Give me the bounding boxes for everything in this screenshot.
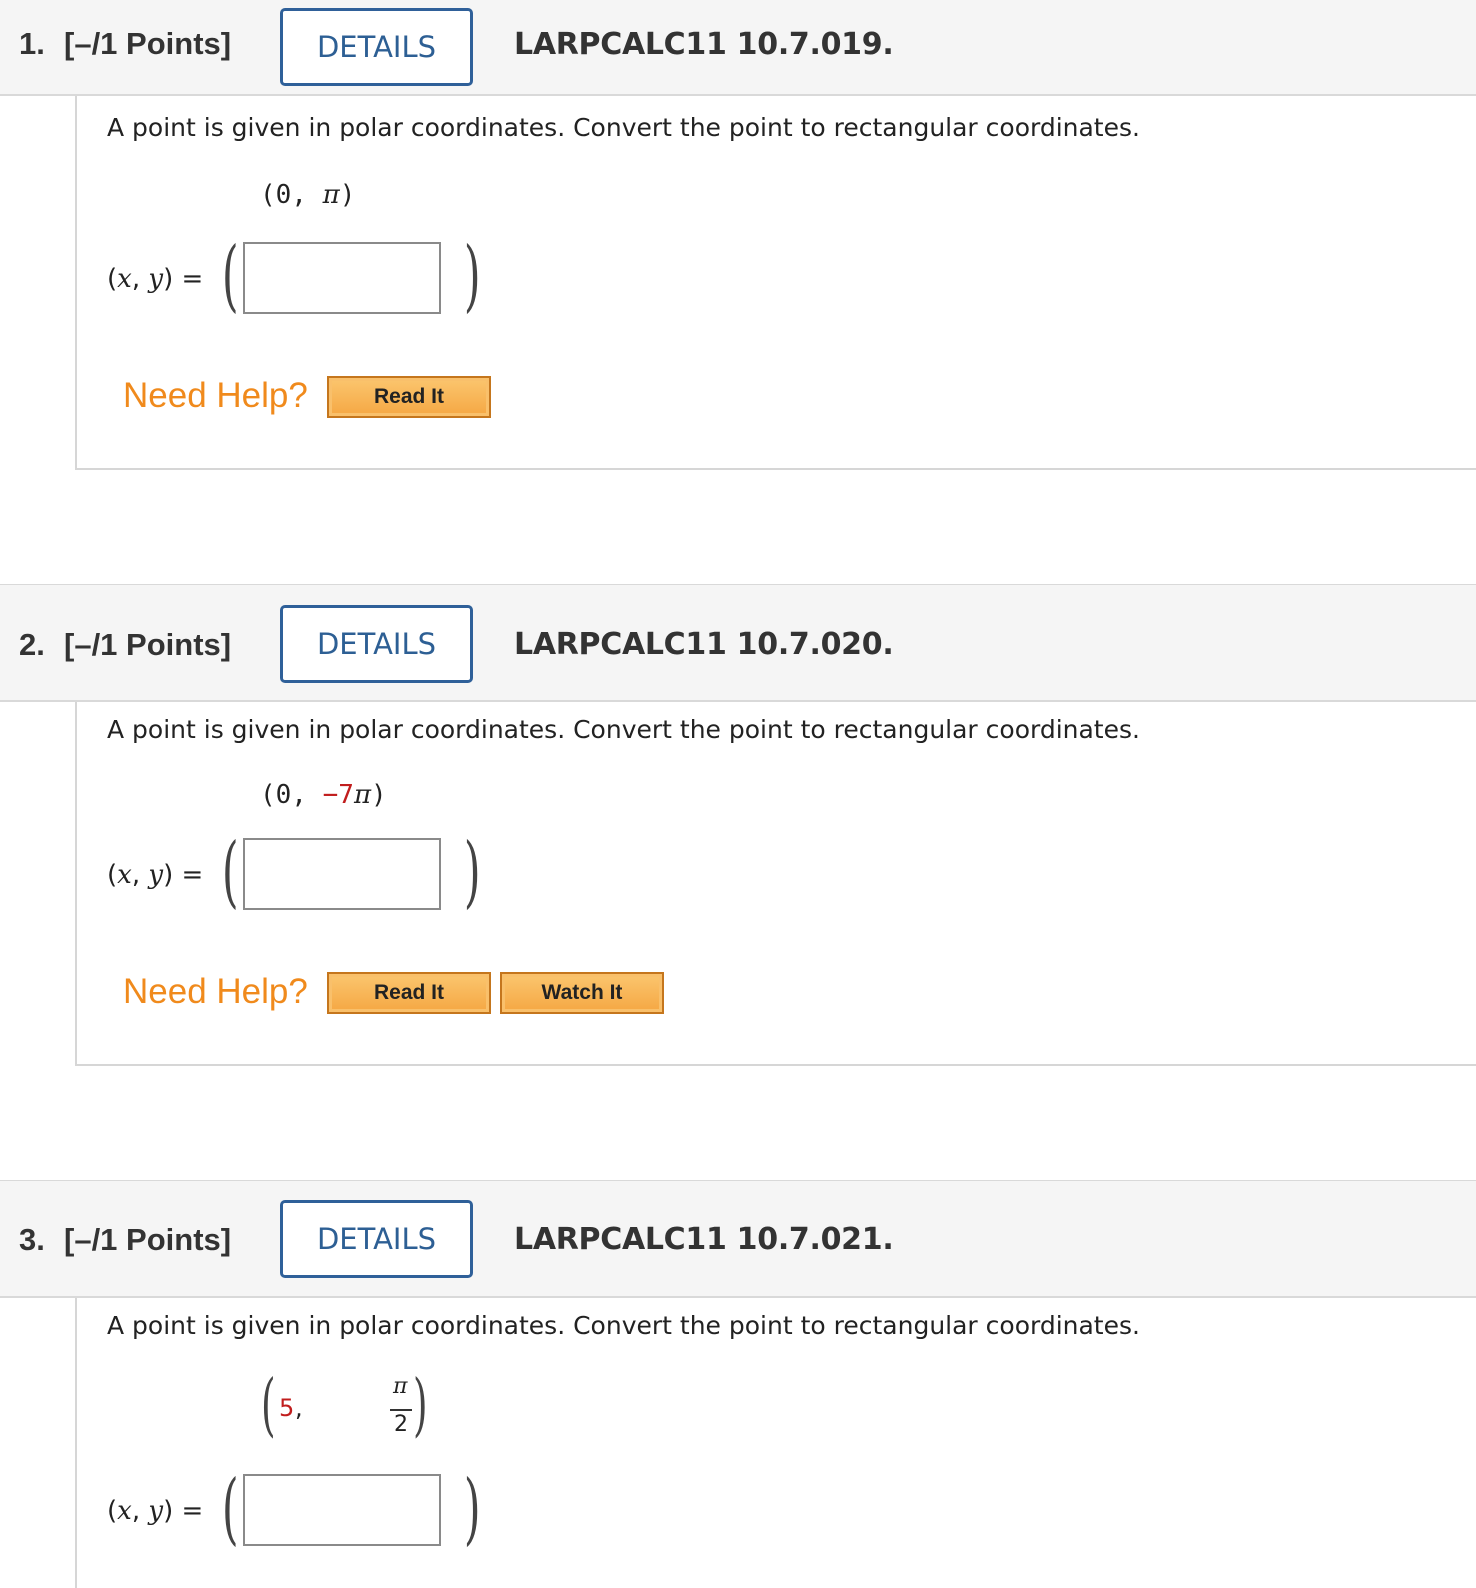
label-sep: ,: [131, 264, 149, 294]
question-code: LARPCALC11 10.7.019.: [514, 27, 894, 62]
answer-input[interactable]: [243, 242, 441, 314]
comma: ,: [295, 1394, 303, 1422]
label-sep: ,: [131, 860, 149, 890]
question-body: [75, 1298, 1476, 1588]
open-paren-icon: (: [260, 1366, 276, 1445]
details-button[interactable]: DETAILS: [280, 605, 473, 683]
answer-label: [107, 1496, 203, 1526]
answer-label: [107, 264, 203, 294]
label-sep: ,: [131, 1496, 149, 1526]
label-x: x: [117, 1496, 132, 1526]
answer-label: [107, 860, 203, 890]
point-close: ): [339, 180, 356, 210]
answer-input[interactable]: [243, 1474, 441, 1546]
label-y: y: [148, 264, 164, 294]
close-paren-icon: ): [463, 827, 481, 917]
question-prompt: A point is given in polar coordinates. Convert the point to rectangular coordinates.: [107, 113, 1140, 142]
label-open: (: [107, 264, 118, 294]
label-close: ) =: [163, 264, 204, 294]
question-header: [0, 1180, 1476, 1298]
close-paren-icon: ): [463, 1464, 481, 1554]
question-number: 3.: [19, 1222, 45, 1257]
label-close: ) =: [163, 860, 204, 890]
question-points: [–/1 Points]: [64, 26, 232, 61]
question-1: [0, 0, 1476, 470]
watch-it-button[interactable]: Watch It: [500, 972, 664, 1014]
open-paren-icon: (: [221, 231, 239, 321]
question-code: LARPCALC11 10.7.020.: [514, 627, 894, 662]
label-open: (: [107, 860, 118, 890]
question-points: [–/1 Points]: [64, 1222, 232, 1257]
question-body: [75, 702, 1476, 1066]
details-button[interactable]: DETAILS: [280, 1200, 473, 1278]
question-number: 1.: [19, 26, 45, 61]
highlighted-value: −7: [322, 780, 354, 810]
label-x: x: [117, 860, 132, 890]
label-y: y: [148, 860, 164, 890]
question-header: [0, 584, 1476, 702]
point-open: (0,: [260, 180, 323, 210]
label-close: ) =: [163, 1496, 204, 1526]
pi-symbol: π: [353, 780, 372, 810]
read-it-button[interactable]: Read It: [327, 376, 491, 418]
question-3: [0, 1180, 1476, 1588]
point-open: (0,: [260, 780, 323, 810]
answer-input[interactable]: [243, 838, 441, 910]
given-polar-point: [260, 780, 387, 810]
read-it-button[interactable]: Read It: [327, 972, 491, 1014]
label-x: x: [117, 264, 132, 294]
fraction-denominator: 2: [394, 1412, 408, 1437]
point-close: ): [371, 780, 387, 810]
question-points: [–/1 Points]: [64, 627, 232, 662]
need-help-label: Need Help?: [123, 972, 308, 1011]
need-help-label: Need Help?: [123, 376, 308, 415]
open-paren-icon: (: [221, 827, 239, 917]
question-body: [75, 96, 1476, 470]
close-paren-icon: ): [412, 1366, 428, 1445]
question-number: 2.: [19, 627, 45, 662]
details-button[interactable]: DETAILS: [280, 8, 473, 86]
fraction-numerator: π: [393, 1374, 408, 1399]
question-code: LARPCALC11 10.7.021.: [514, 1222, 894, 1257]
question-prompt: A point is given in polar coordinates. Convert the point to rectangular coordinates.: [107, 1311, 1140, 1340]
pi-symbol: π: [322, 180, 340, 210]
r-value: 5: [279, 1394, 295, 1422]
open-paren-icon: (: [221, 1464, 239, 1554]
close-paren-icon: ): [463, 231, 481, 321]
fraction-bar: [390, 1409, 412, 1411]
label-y: y: [148, 1496, 164, 1526]
question-prompt: A point is given in polar coordinates. Convert the point to rectangular coordinates.: [107, 715, 1140, 744]
label-open: (: [107, 1496, 118, 1526]
given-polar-point: [260, 180, 355, 210]
question-2: [0, 584, 1476, 1066]
question-header: [0, 0, 1476, 96]
